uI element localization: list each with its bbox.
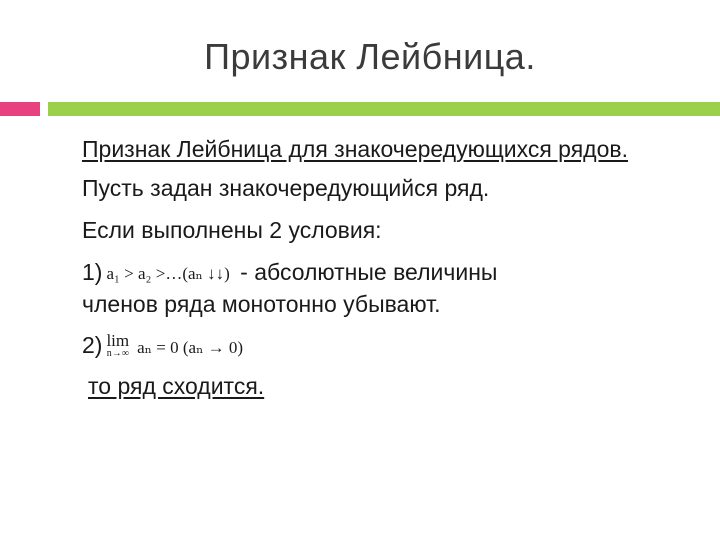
page-title: Признак Лейбница.	[204, 36, 536, 77]
condition-2-number: 2)	[82, 332, 103, 359]
condition-1-line	[82, 257, 682, 289]
slide-content	[82, 134, 682, 402]
condition-1-continuation: членов ряда монотонно убывают.	[82, 291, 441, 318]
condition-2-line	[82, 330, 682, 362]
theorem-heading: Признак Лейбница для знакочередующихся рядов.	[82, 136, 628, 162]
given-series-line: Пусть задан знакочередующийся ряд.	[82, 175, 490, 201]
condition-1-formula: a₁ > a₂ >…(aₙ ↓↓)	[106, 264, 230, 284]
conclusion-line: то ряд сходится.	[88, 372, 265, 399]
accent-bar-pink	[0, 102, 40, 116]
condition-1-text: - абсолютные величины	[233, 259, 498, 285]
conditions-intro-line: Если выполнены 2 условия:	[82, 217, 382, 243]
limit-subscript: n→∞	[106, 348, 129, 360]
condition-2-formula: aₙ = 0 (aₙ → 0)	[137, 337, 244, 357]
condition-1-number: 1)	[82, 259, 103, 285]
accent-bar-green	[48, 102, 720, 116]
limit-expression	[106, 331, 130, 360]
limit-operator: lim	[106, 331, 130, 351]
